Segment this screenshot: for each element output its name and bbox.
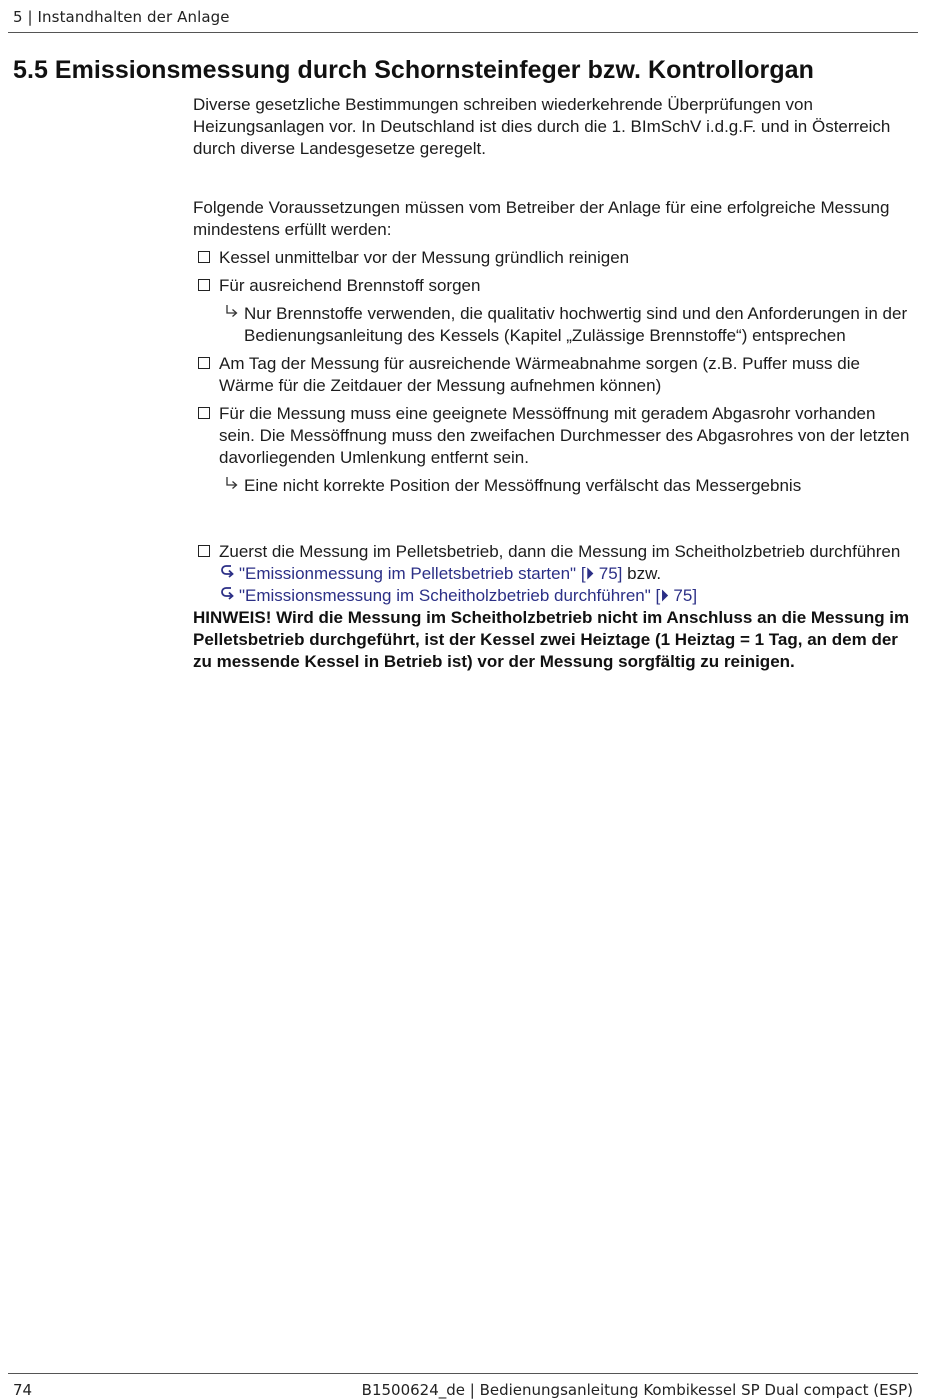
checkbox-icon bbox=[198, 407, 210, 419]
result-item bbox=[193, 475, 915, 499]
link-suffix: bzw. bbox=[622, 564, 662, 583]
link-arrow-icon bbox=[220, 585, 239, 607]
list-item bbox=[193, 247, 915, 269]
page-number: 74 bbox=[13, 1381, 33, 1399]
list-item-text: Am Tag der Messung für ausreichende Wärmeabnahme sorgen (z.B. Puffer muss die Wärme für die Zeitdauer der Messung aufnehmen können) bbox=[219, 354, 860, 395]
checkbox-icon bbox=[198, 545, 210, 557]
list-item-text: Zuerst die Messung im Pelletsbetrieb, dann die Messung im Scheitholzbetrieb durchführen bbox=[219, 542, 901, 561]
list-item bbox=[193, 275, 915, 297]
link-arrow-icon bbox=[220, 563, 239, 585]
list-item bbox=[193, 541, 915, 563]
list-item bbox=[193, 353, 915, 397]
header-rule bbox=[8, 32, 918, 33]
list-item bbox=[193, 403, 915, 469]
list-item-text: Für die Messung muss eine geeignete Messöffnung mit geradem Abgasrohr vorhanden sein. Die Messöffnung muss den zweifachen Durchmesser des Abgasrohres von der letzten davorliegenden Umlenkung entfernt sein. bbox=[219, 404, 910, 467]
result-item bbox=[193, 303, 915, 347]
list-item-text: Kessel unmittelbar vor der Messung gründlich reinigen bbox=[219, 248, 630, 267]
list-item-text: Für ausreichend Brennstoff sorgen bbox=[219, 276, 481, 295]
document-info: B1500624_de | Bedienungsanleitung Kombikessel SP Dual compact (ESP) bbox=[361, 1381, 913, 1399]
cross-reference bbox=[193, 563, 915, 585]
requirements-lead: Folgende Voraussetzungen müssen vom Betreiber der Anlage für eine erfolgreiche Messung mindestens erfüllt werden: bbox=[193, 198, 890, 239]
result-text: Eine nicht korrekte Position der Messöffnung verfälscht das Messergebnis bbox=[244, 476, 802, 495]
result-text: Nur Brennstoffe verwenden, die qualitativ hochwertig sind und den Anforderungen in der Bedienungsanleitung des Kessels (Kapitel „Zulässige Brennstoffe“) entsprechen bbox=[244, 304, 908, 345]
result-arrow-icon bbox=[224, 476, 244, 499]
link-pellet-measurement[interactable]: "Emissionmessung im Pelletsbetrieb starten" [⏵ 75] bbox=[239, 564, 623, 583]
link-logwood-measurement[interactable]: "Emissionsmessung im Scheitholzbetrieb durchführen" [⏵ 75] bbox=[239, 586, 698, 605]
intro-paragraph: Diverse gesetzliche Bestimmungen schreiben wiederkehrende Überprüfungen von Heizungsanlagen vor. In Deutschland ist dies durch die 1. BImSchV i.d.g.F. und in Österreich durch diverse Landesgesetze geregelt. bbox=[193, 95, 891, 158]
notice: HINWEIS! Wird die Messung im Scheitholzbetrieb nicht im Anschluss an die Messung im Pelletsbetrieb durchgeführt, ist der Kessel zwei Heiztage (1 Heiztag = 1 Tag, an dem der zu messende Kessel in Betrieb ist) vor der Messung sorgfältig zu reinigen. bbox=[193, 608, 910, 671]
footer-rule bbox=[8, 1373, 918, 1374]
section-body bbox=[193, 94, 915, 673]
checkbox-icon bbox=[198, 251, 210, 263]
checkbox-icon bbox=[198, 279, 210, 291]
cross-reference bbox=[193, 585, 915, 607]
checkbox-icon bbox=[198, 357, 210, 369]
running-header: 5 | Instandhalten der Anlage bbox=[13, 8, 230, 26]
section-title: 5.5 Emissionsmessung durch Schornsteinfeger bzw. Kontrollorgan bbox=[13, 56, 814, 84]
result-arrow-icon bbox=[224, 304, 244, 327]
